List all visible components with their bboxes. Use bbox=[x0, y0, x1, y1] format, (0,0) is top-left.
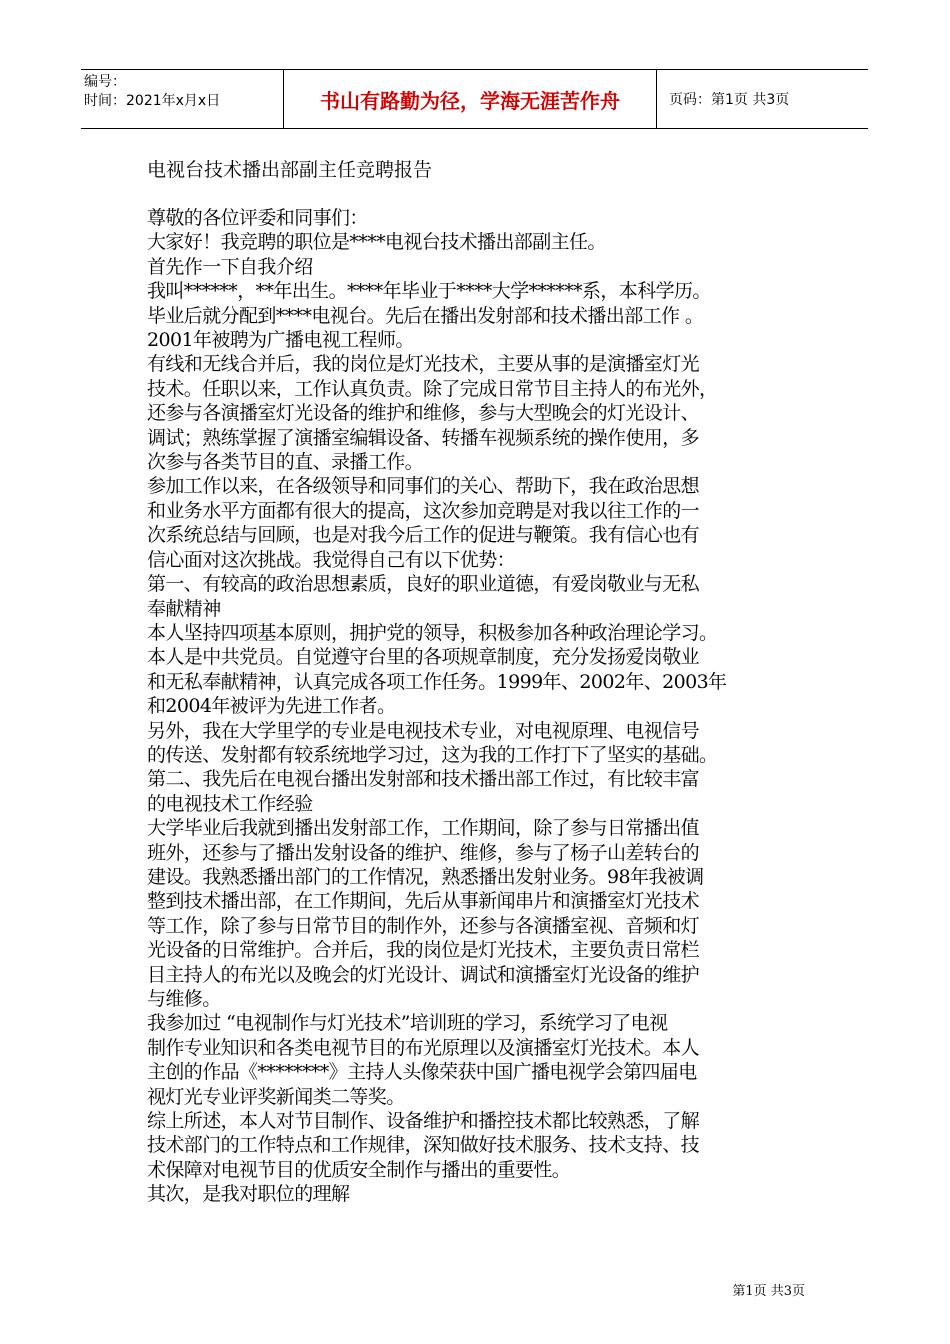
body-line: 我参加过 “电视制作与灯光技术”培训班的学习，系统学习了电视 bbox=[147, 1012, 668, 1035]
body-line: 毕业后就分配到****电视台。先后在播出发射部和技术播出部工作 。 bbox=[147, 304, 704, 327]
body-line: 大家好！我竞聘的职位是****电视台技术播出部副主任。 bbox=[147, 231, 606, 254]
body-line: 术保障对电视节目的优质安全制作与播出的重要性。 bbox=[147, 1158, 571, 1181]
body-line: 调试；熟练掌握了演播室编辑设备、转播车视频系统的操作使用，多 bbox=[147, 426, 700, 449]
body-line: 整到技术播出部，在工作期间，先后从事新闻串片和演播室灯光技术 bbox=[147, 890, 700, 913]
header-motto: 书山有路勤为径，学海无涯苦作舟 bbox=[284, 70, 657, 128]
page-header bbox=[81, 69, 868, 129]
body-line: 大学毕业后我就到播出发射部工作，工作期间，除了参与日常播出值 bbox=[147, 817, 700, 840]
body-line: 尊敬的各位评委和同事们： bbox=[147, 207, 368, 229]
body-line: 和2004年被评为先进工作者。 bbox=[147, 695, 396, 718]
body-line: 我叫******，**年出生。****年毕业于****大学******系，本科学历。 bbox=[147, 280, 711, 303]
body-line: 建设。我熟悉播出部门的工作情况，熟悉播出发射业务。98年我被调 bbox=[147, 865, 704, 888]
body-line: 还参与各演播室灯光设备的维护和维修，参与大型晚会的灯光设计、 bbox=[147, 402, 700, 425]
body-line: 目主持人的布光以及晚会的灯光设计、调试和演播室灯光设备的维护 bbox=[147, 963, 700, 986]
body-line: 和业务水平方面都有很大的提高，这次参加竞聘是对我以往工作的一 bbox=[147, 499, 700, 522]
body-line: 参加工作以来，在各级领导和同事们的关心、帮助下，我在政治思想 bbox=[147, 475, 700, 498]
body-line: 次参与各类节目的直、录播工作。 bbox=[147, 451, 424, 474]
body-line: 本人是中共党员。自觉遵守台里的各项规章制度，充分发扬爱岗敬业 bbox=[147, 646, 700, 669]
header-meta bbox=[81, 70, 284, 128]
body-line: 其次，是我对职位的理解 bbox=[147, 1183, 350, 1206]
body-line: 与维修。 bbox=[147, 988, 221, 1010]
body-line: 等工作，除了参与日常节目的制作外，还参与各演播室视、音频和灯 bbox=[147, 914, 700, 937]
body-line: 有线和无线合并后，我的岗位是灯光技术，主要从事的是演播室灯光 bbox=[147, 353, 700, 376]
body-line: 技术部门的工作特点和工作规律，深知做好技术服务、技术支持、技 bbox=[147, 1134, 700, 1157]
body-line: 班外，还参与了播出发射设备的维护、维修，参与了杨子山差转台的 bbox=[147, 841, 700, 864]
document-number-label: 编号： bbox=[84, 74, 126, 90]
document-body bbox=[147, 206, 837, 1207]
body-line: 信心面对这次挑战。我觉得自己有以下优势： bbox=[147, 548, 516, 571]
document-title: 电视台技术播出部副主任竞聘报告 bbox=[147, 159, 433, 181]
body-line: 的传送、发射都有较系统地学习过，这为我的工作打下了坚实的基础。 bbox=[147, 743, 718, 766]
body-line: 第二、我先后在电视台播出发射部和技术播出部工作过，有比较丰富 bbox=[147, 768, 700, 791]
body-line: 光设备的日常维护。合并后，我的岗位是灯光技术，主要负责日常栏 bbox=[147, 939, 700, 962]
page-footer: 第1页 共3页 bbox=[732, 1284, 805, 1299]
body-line: 第一、有较高的政治思想素质，良好的职业道德，有爱岗敬业与无私 bbox=[147, 573, 700, 596]
body-line: 次系统总结与回顾，也是对我今后工作的促进与鞭策。我有信心也有 bbox=[147, 524, 700, 547]
body-line: 视灯光专业评奖新闻类二等奖。 bbox=[147, 1085, 405, 1108]
document-time-label: 时间：2021年x月x日 bbox=[84, 93, 221, 109]
body-line: 的电视技术工作经验 bbox=[147, 792, 313, 815]
body-line: 奉献精神 bbox=[147, 597, 221, 620]
body-line: 2001年被聘为广播电视工程师。 bbox=[147, 329, 414, 352]
body-line: 和无私奉献精神，认真完成各项工作任务。1999年、2002年、2003年 bbox=[147, 670, 727, 693]
body-line: 首先作一下自我介绍 bbox=[147, 255, 313, 278]
body-line: 另外，我在大学里学的专业是电视技术专业，对电视原理、电视信号 bbox=[147, 719, 700, 742]
body-line: 主创的作品《********》主持人头像荣获中国广播电视学会第四届电 bbox=[147, 1061, 697, 1084]
body-line: 本人坚持四项基本原则，拥护党的领导，积极参加各种政治理论学习。 bbox=[147, 621, 718, 644]
header-page-number: 页码：第1页 共3页 bbox=[669, 92, 790, 108]
body-line: 制作专业知识和各类电视节目的布光原理以及演播室灯光技术。本人 bbox=[147, 1036, 700, 1059]
body-line: 综上所述，本人对节目制作、设备维护和播控技术都比较熟悉，了解 bbox=[147, 1110, 700, 1133]
body-line: 技术。任职以来，工作认真负责。除了完成日常节目主持人的布光外， bbox=[147, 377, 718, 400]
